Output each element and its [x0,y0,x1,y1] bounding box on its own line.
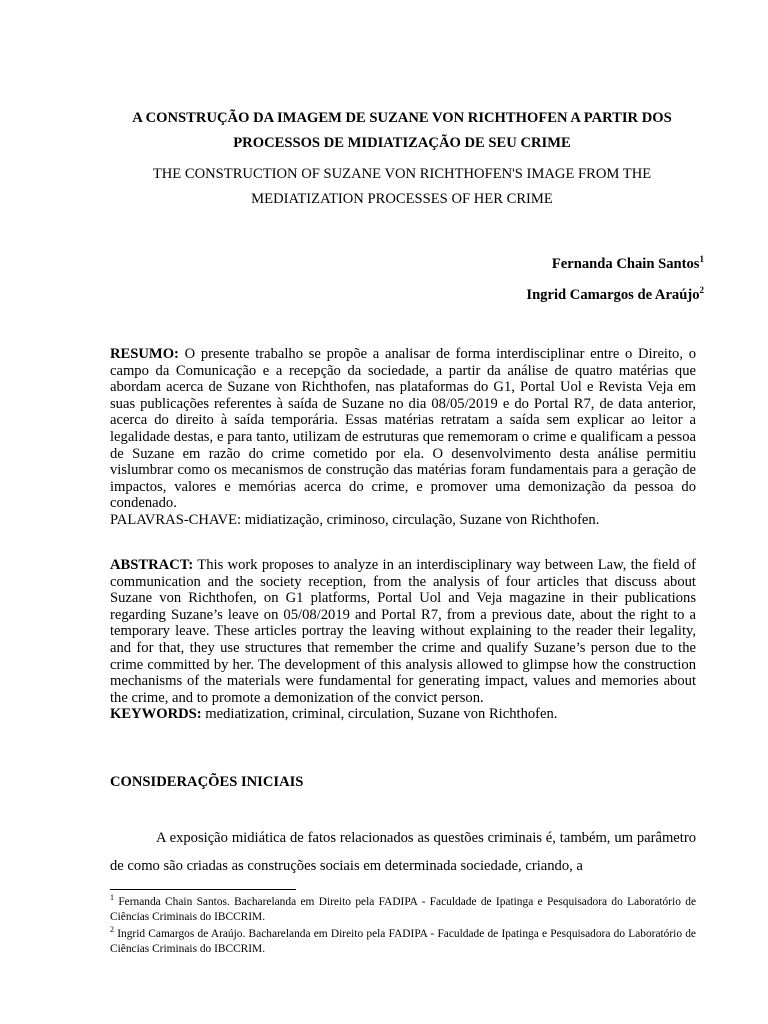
abstract-section [110,557,696,723]
title-english: THE CONSTRUCTION OF SUZANE VON RICHTHOFEN'S IMAGE FROM THE MEDIATIZATION PROCESSES OF HER CRIME [152,166,652,207]
author-name: Fernanda Chain Santos [551,256,700,272]
palavras-chave-label: PALAVRAS-CHAVE: [110,511,242,528]
author-1 [552,255,704,273]
palavras-chave-line [110,512,696,529]
resumo-paragraph [110,346,696,512]
footnote-2 [110,927,696,957]
footnote-1 [110,895,696,925]
author-2 [526,286,704,304]
footnote-divider [110,889,296,890]
resumo-section [110,346,696,529]
palavras-chave-text: midiatização, criminoso, circulação, Suzane von Richthofen. [241,511,600,528]
body-paragraph: A exposição midiática de fatos relacionados as questões criminais é, também, um parâmetro de como são criadas as construções sociais em determinada sociedade, criando, a [110,830,696,874]
footnote-text: Fernanda Chain Santos. Bacharelanda em Direito pela FADIPA - Faculdade de Ipatinga e Pesquisadora do Laboratório de Ciências Criminais do IBCCRIM. [110,896,696,923]
footnote-text: Ingrid Camargos de Araújo. Bacharelanda em Direito pela FADIPA - Faculdade de Ipatinga e Pesquisadora do Laboratório de Ciências Criminais do IBCCRIM. [110,928,696,955]
footnote-ref: 2 [699,285,704,296]
keywords-line [110,706,696,723]
footnote-ref: 1 [699,254,704,265]
section-heading: CONSIDERAÇÕES INICIAIS [110,774,304,790]
abstract-label: ABSTRACT: [110,557,194,573]
footnote-number: 2 [110,925,114,935]
author-name: Ingrid Camargos de Araújo [526,287,700,303]
resumo-text: O presente trabalho se propõe a analisar de forma interdisciplinar entre o Direito, o campo da Comunicação e a recepção da sociedade, a partir da análise de quatro matérias que abordam acerca de Suzane von Richthofen, nas plataformas do G1, Portal Uol e Revista Veja em suas publicações referentes à saída de Suzane no dia 08/05/2019 e do Portal R7, de data anterior, acerca do direito à saída temporária. Essas matérias retratam a saída sem explicar ao leitor a legalidade destas, e para tanto, utilizam de estruturas que rememoram o crime e qualificam a pessoa de Suzane em razão do crime cometido por ela. O desenvolvimento desta análise permitiu vislumbrar como os mecanismos de construção das matérias foram fundamentais para a geração de impactos, valores e memórias acerca do crime, e promover uma demonização da pessoa do condenado. [110,346,696,512]
keywords-label: KEYWORDS: [110,706,202,723]
abstract-text: This work proposes to analyze in an interdisciplinary way between Law, the field of communication and the society reception, from the analysis of four articles that discuss about Suzane von Richthofen, on G1 platforms, Portal Uol and Veja magazine in their publications regarding Suzane’s leave on 05/08/2019 and Portal R7, from a previous date, about the right to a temporary leave. These articles portray the leaving without explaining to the reader their legality, and for that, they use structures that remember the crime and qualify Suzane’s person due to the crime committed by her. The development of this analysis allowed to glimpse how the construction mechanisms of the materials were fundamental for generating impact, values and memories about the crime, and to promote a demonization of the convict person. [110,557,696,706]
abstract-paragraph [110,557,696,706]
title-portuguese: A CONSTRUÇÃO DA IMAGEM DE SUZANE VON RICHTHOFEN A PARTIR DOS PROCESSOS DE MIDIATIZAÇÃO DE SEU CRIME [132,110,672,151]
keywords-text: mediatization, criminal, circulation, Suzane von Richthofen. [201,706,558,723]
resumo-label: RESUMO: [110,346,179,362]
footnote-number: 1 [110,893,114,903]
